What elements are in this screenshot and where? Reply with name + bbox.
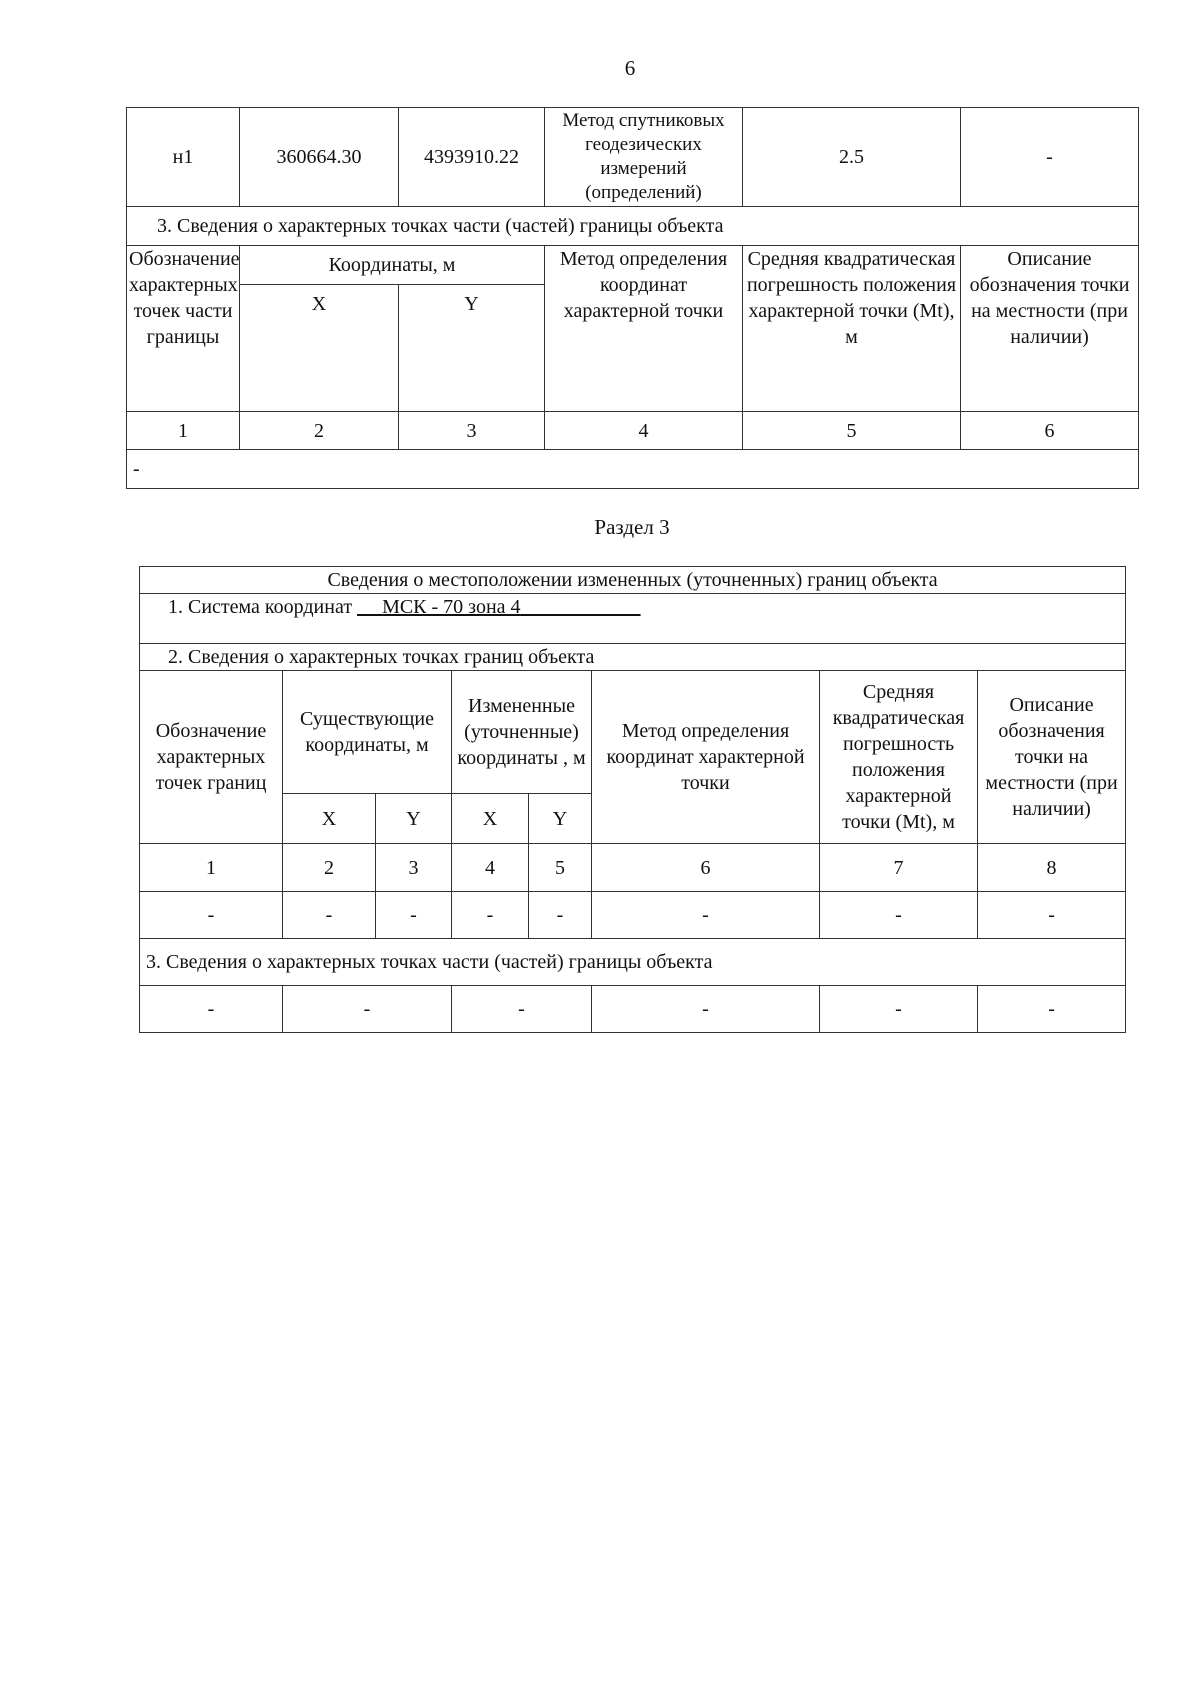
header-x: X	[240, 285, 399, 412]
dash-cell: -	[140, 986, 283, 1033]
table-row	[140, 986, 1126, 1033]
dash-cell: -	[978, 986, 1126, 1033]
coord-system	[140, 594, 1126, 644]
header-designation: Обозначение характерных точек части границы	[127, 246, 240, 412]
column-number: 6	[961, 412, 1139, 450]
column-number: 3	[399, 412, 545, 450]
header-existing: Существующие координаты, м	[283, 671, 452, 794]
column-number: 1	[127, 412, 240, 450]
header-method: Метод определения координат характерной точки	[545, 246, 743, 412]
header-row	[140, 671, 1126, 794]
table-row	[140, 939, 1126, 986]
point-x: 360664.30	[240, 108, 399, 207]
dash-cell: -	[978, 892, 1126, 939]
empty-row: -	[127, 450, 1139, 489]
header-x: X	[452, 794, 529, 844]
numbers-row	[127, 412, 1139, 450]
points-title: 2. Сведения о характерных точках границ объекта	[140, 644, 1126, 671]
header-changed: Измененные (уточненные) координаты , м	[452, 671, 592, 794]
table-row	[140, 644, 1126, 671]
table-row	[127, 207, 1139, 246]
table-title: Сведения о местоположении измененных (уточненных) границ объекта	[140, 567, 1126, 594]
coord-system-label: 1. Система координат	[168, 596, 358, 618]
section3-title: 3. Сведения о характерных точках части (частей) границы объекта	[127, 207, 1139, 246]
column-number: 5	[529, 844, 592, 892]
point-description: -	[961, 108, 1139, 207]
numbers-row	[140, 844, 1126, 892]
column-number: 3	[376, 844, 452, 892]
point-y: 4393910.22	[399, 108, 545, 207]
section-title: Раздел 3	[594, 515, 670, 539]
parts-title: 3. Сведения о характерных точках части (частей) границы объекта	[140, 939, 1126, 986]
header-method: Метод определения координат характерной точки	[592, 671, 820, 844]
header-designation: Обозначение характерных точек границ	[140, 671, 283, 844]
changed-boundaries-table	[139, 566, 1126, 1033]
page-number: 6	[624, 56, 636, 80]
column-number: 1	[140, 844, 283, 892]
dash-cell: -	[592, 892, 820, 939]
column-number: 6	[592, 844, 820, 892]
column-number: 2	[283, 844, 376, 892]
boundary-points-table	[126, 107, 1139, 489]
table-row	[127, 108, 1139, 207]
dash-cell: -	[452, 892, 529, 939]
table-row	[127, 450, 1139, 489]
dash-cell: -	[140, 892, 283, 939]
dash-cell: -	[452, 986, 592, 1033]
dash-cell: -	[820, 986, 978, 1033]
header-y: Y	[529, 794, 592, 844]
column-number: 4	[452, 844, 529, 892]
dash-cell: -	[283, 892, 376, 939]
header-description: Описание обозначения точки на местности (при наличии)	[978, 671, 1126, 844]
column-number: 4	[545, 412, 743, 450]
column-number: 2	[240, 412, 399, 450]
header-error: Средняя квадратическая погрешность положения характерной точки (Mt), м	[743, 246, 961, 412]
dash-cell: -	[820, 892, 978, 939]
column-number: 8	[978, 844, 1126, 892]
point-name: н1	[127, 108, 240, 207]
header-row	[127, 246, 1139, 285]
point-error: 2.5	[743, 108, 961, 207]
dash-cell: -	[592, 986, 820, 1033]
dash-cell: -	[376, 892, 452, 939]
dash-cell: -	[529, 892, 592, 939]
column-number: 7	[820, 844, 978, 892]
coord-system-value-text: МСК - 70 зона 4	[382, 596, 521, 618]
header-y: Y	[376, 794, 452, 844]
dash-cell: -	[283, 986, 452, 1033]
column-number: 5	[743, 412, 961, 450]
header-coords: Координаты, м	[240, 246, 545, 285]
coord-system-value	[357, 596, 641, 618]
point-method: Метод спутниковых геодезических измерений (определений)	[545, 108, 743, 207]
table-row	[140, 567, 1126, 594]
header-description: Описание обозначения точки на местности (при наличии)	[961, 246, 1139, 412]
header-y: Y	[399, 285, 545, 412]
table-row	[140, 594, 1126, 644]
table-row	[140, 892, 1126, 939]
header-error: Средняя квадратическая погрешность положения характерной точки (Mt), м	[820, 671, 978, 844]
header-x: X	[283, 794, 376, 844]
